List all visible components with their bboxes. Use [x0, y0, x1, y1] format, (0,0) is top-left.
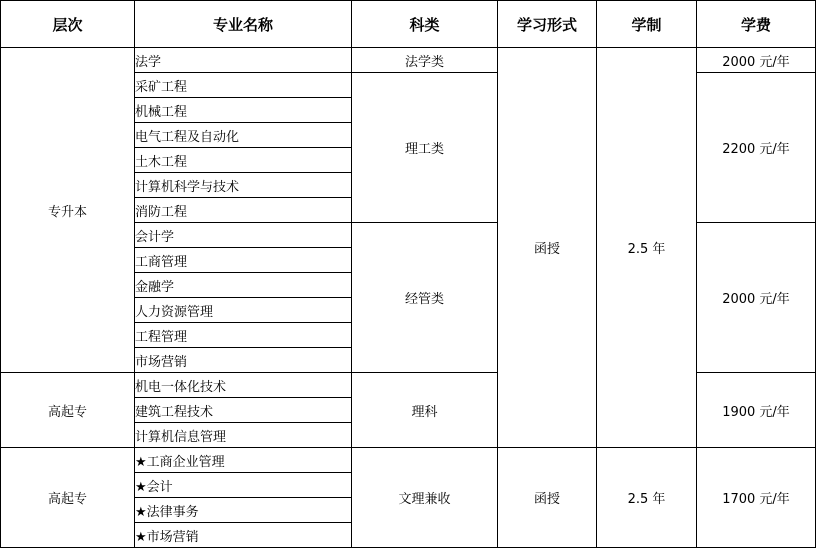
- header-study-mode: 学习形式: [498, 1, 597, 48]
- study-mode-cell: 函授: [498, 48, 597, 448]
- category-cell: 经管类: [352, 223, 498, 373]
- major-cell: 建筑工程技术: [135, 398, 352, 423]
- fee-cell: 1700 元/年: [697, 448, 816, 548]
- major-cell: 市场营销: [135, 348, 352, 373]
- study-mode-cell: 函授: [498, 448, 597, 548]
- major-cell: 机械工程: [135, 98, 352, 123]
- header-row: [1, 1, 816, 48]
- level-cell: 高起专: [1, 448, 135, 548]
- table-row: [1, 448, 816, 473]
- major-cell: ★工商企业管理: [135, 448, 352, 473]
- header-fee: 学费: [697, 1, 816, 48]
- major-cell: 机电一体化技术: [135, 373, 352, 398]
- major-cell: 工程管理: [135, 323, 352, 348]
- header-category: 科类: [352, 1, 498, 48]
- major-cell: 法学: [135, 48, 352, 73]
- level-cell: 高起专: [1, 373, 135, 448]
- header-level: 层次: [1, 1, 135, 48]
- fee-cell: 1900 元/年: [697, 373, 816, 448]
- major-cell: ★会计: [135, 473, 352, 498]
- major-cell: 计算机科学与技术: [135, 173, 352, 198]
- major-cell: 采矿工程: [135, 73, 352, 98]
- header-duration: 学制: [597, 1, 697, 48]
- major-cell: 工商管理: [135, 248, 352, 273]
- category-cell: 理工类: [352, 73, 498, 223]
- category-cell: 文理兼收: [352, 448, 498, 548]
- major-cell: 计算机信息管理: [135, 423, 352, 448]
- major-cell: ★法律事务: [135, 498, 352, 523]
- category-cell: 理科: [352, 373, 498, 448]
- level-cell: 专升本: [1, 48, 135, 373]
- duration-cell: 2.5 年: [597, 448, 697, 548]
- major-cell: 人力资源管理: [135, 298, 352, 323]
- fee-cell: 2200 元/年: [697, 73, 816, 223]
- fee-cell: 2000 元/年: [697, 48, 816, 73]
- category-cell: 法学类: [352, 48, 498, 73]
- duration-cell: 2.5 年: [597, 48, 697, 448]
- major-cell: 土木工程: [135, 148, 352, 173]
- header-major: 专业名称: [135, 1, 352, 48]
- major-cell: 金融学: [135, 273, 352, 298]
- major-cell: 电气工程及自动化: [135, 123, 352, 148]
- major-cell: 消防工程: [135, 198, 352, 223]
- major-cell: 会计学: [135, 223, 352, 248]
- table-row: [1, 48, 816, 73]
- major-cell: ★市场营销: [135, 523, 352, 548]
- fee-cell: 2000 元/年: [697, 223, 816, 373]
